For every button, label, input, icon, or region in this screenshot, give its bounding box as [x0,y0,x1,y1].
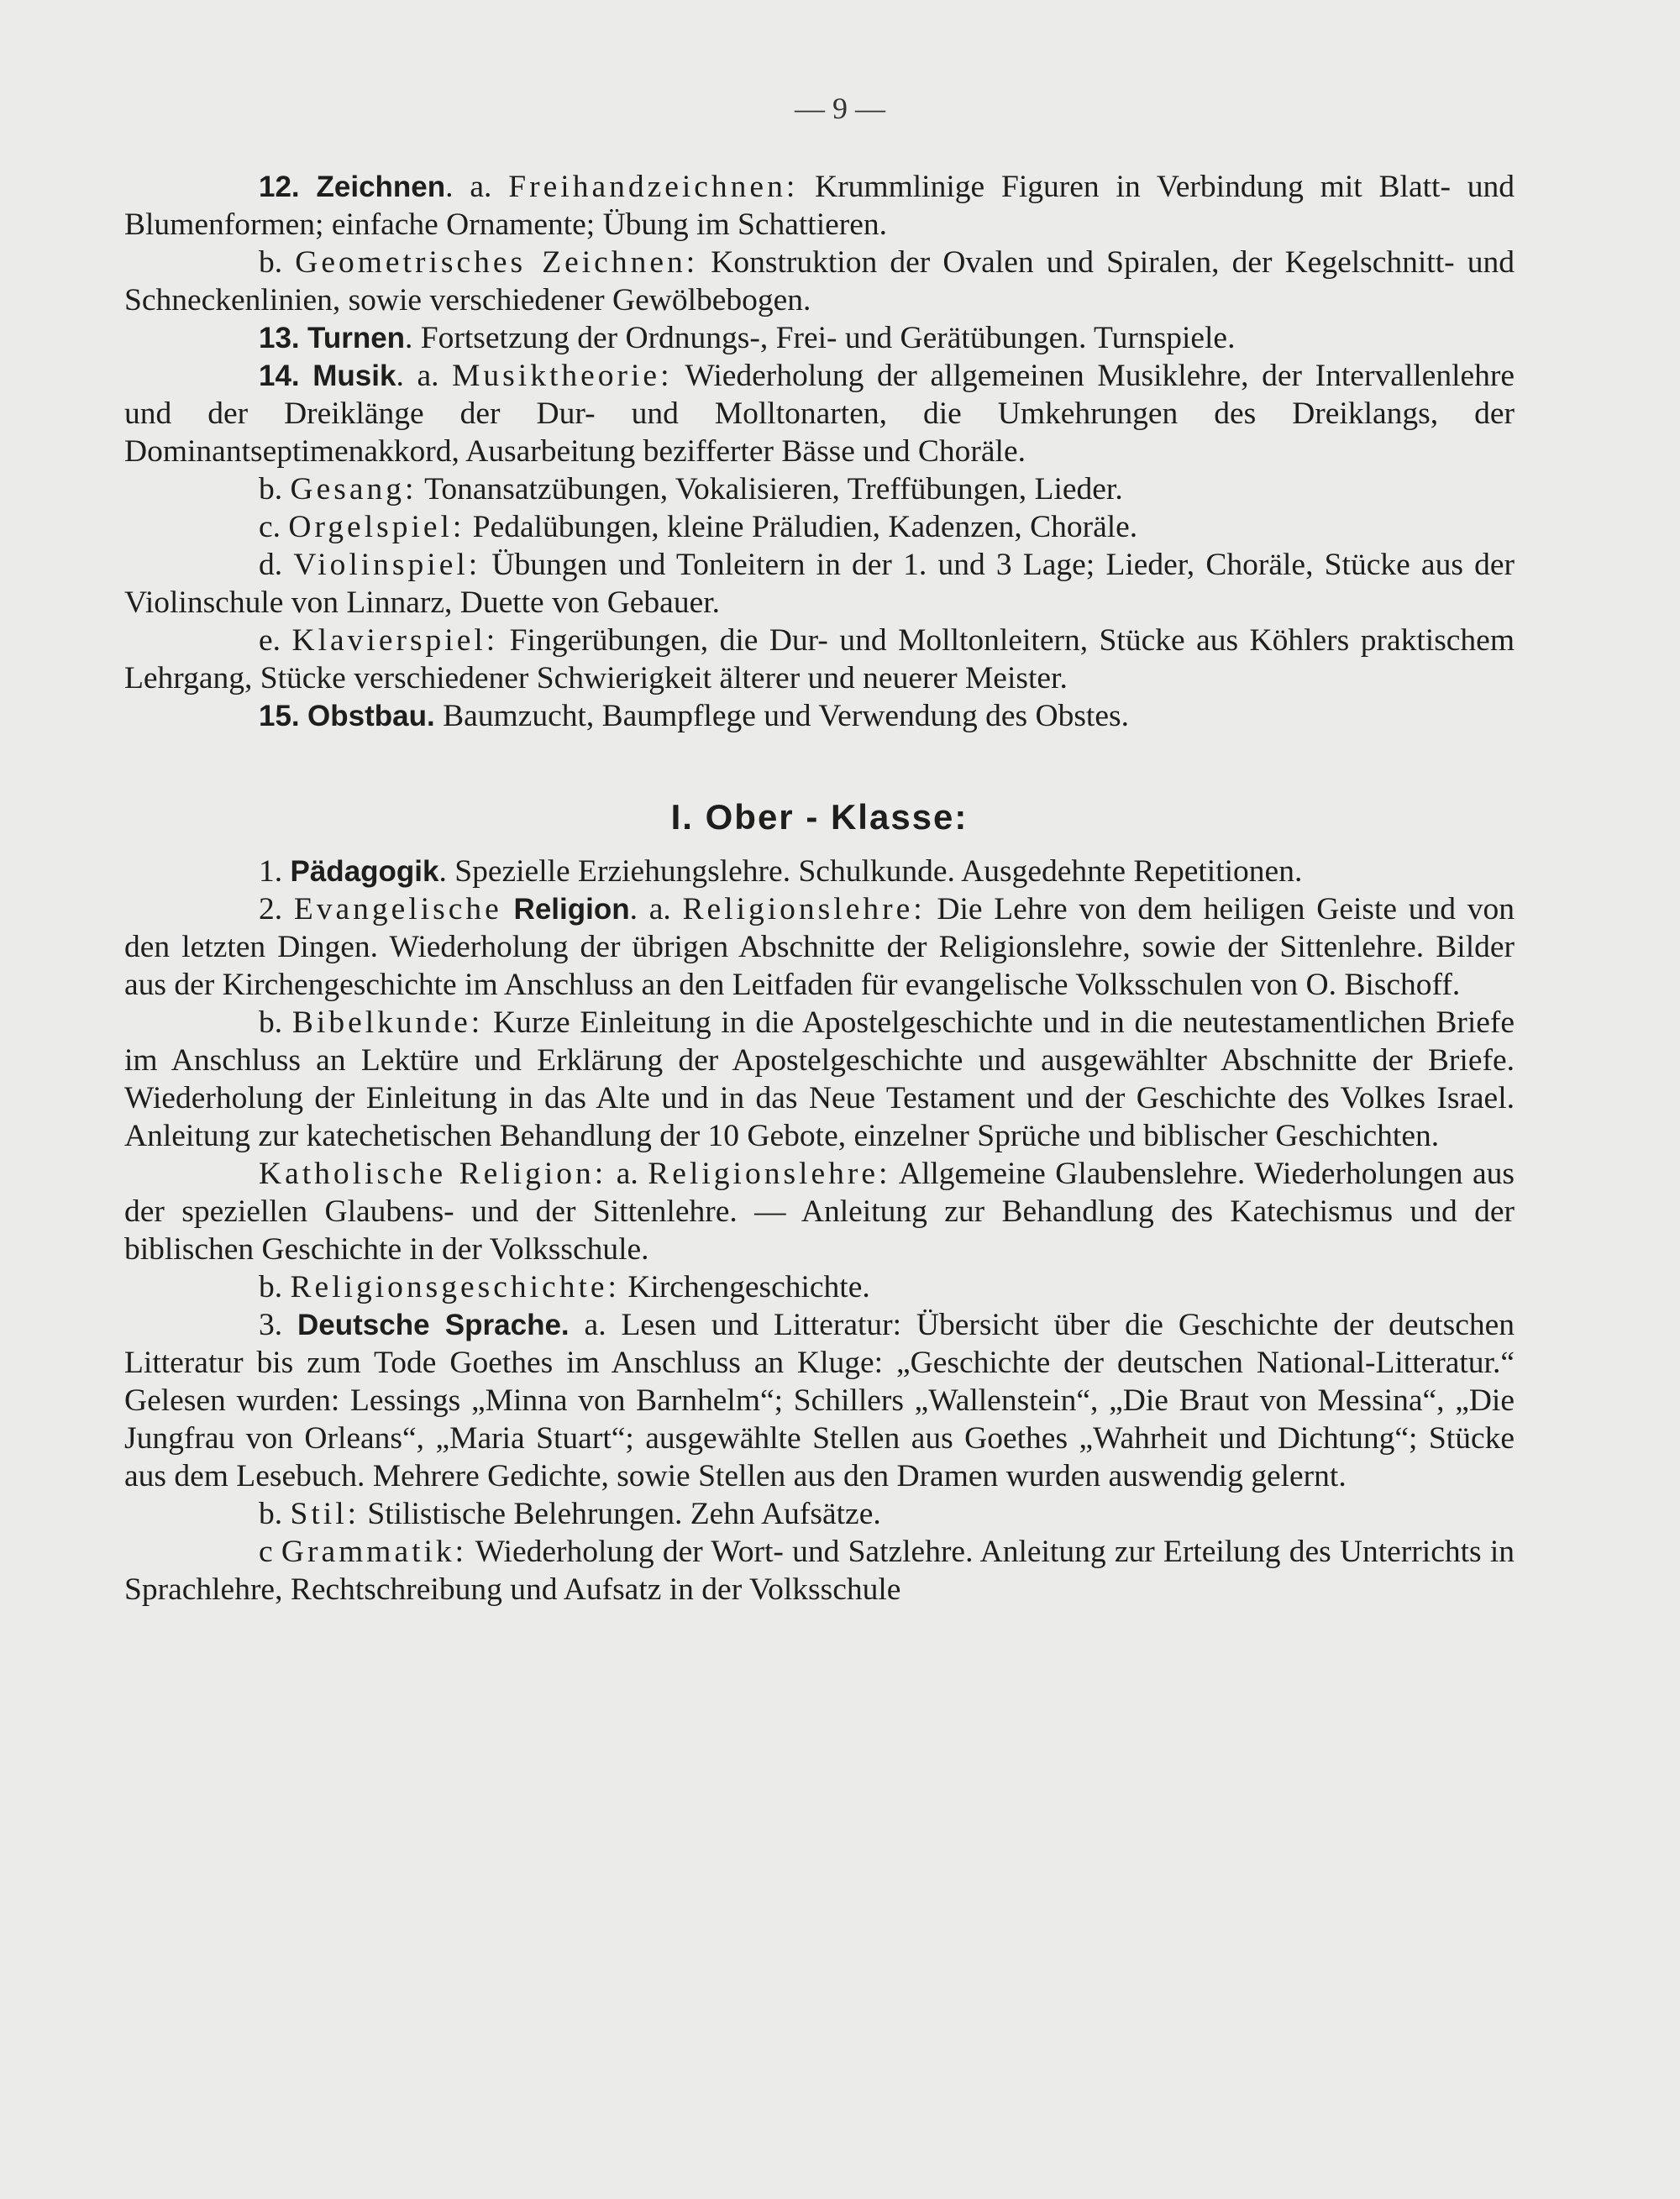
section-paedagogik: 1. Pädagogik. Spezielle Erziehungslehre. Schulkunde. Ausgedehnte Repetitionen. [259,854,1303,889]
section-title: Deutsche Sprache. [297,1309,570,1341]
item-term: Religionsgeschichte: [290,1270,620,1304]
page-number: — 9 — [795,92,885,125]
section-religion-ev-b [124,1004,1515,1155]
section-musik-b [124,470,1515,508]
section-deutsch-a [124,1306,1515,1495]
section-musik-d [124,546,1515,622]
item-text: Tonansatzübungen, Vokalisieren, Treffübungen, Lieder. [424,472,1123,506]
item-label: a. [616,1157,638,1191]
item-text: Wiederholung der Wort- und Satzlehre. Anleitung zur Erteilung des Unterrichts in Sprachlehre, Rechtschreibung und Aufsatz in der Volksschule [124,1535,1515,1607]
section-musik-e [124,622,1515,697]
item-term: Religionslehre: [682,892,926,926]
section-obstbau [124,697,1515,735]
item-label: a. [470,170,492,204]
item-text: Fortsetzung der Ordnungs-, Frei- und Gerätübungen. Turnspiele. [420,321,1236,355]
item-text: Krummlinige Figuren in Verbindung mit Blatt- und Blumenformen; einfache Ornamente; Übung im Schattieren. [124,170,1515,242]
item-term: Klavierspiel: [291,623,499,658]
item-label: a. [417,359,439,393]
item-term: Bibelkunde: [291,1005,484,1040]
item-label: b. [259,245,283,280]
section-title: Musik [312,360,396,392]
item-term: Grammatik: [281,1535,468,1569]
section-title: Zeichnen [316,171,446,203]
item-text: Allgemeine Glaubenslehre. Wiederholungen aus der speziellen Glaubens- und der Sittenlehre. — Anleitung zur Behandlung des Katechismus und der biblischen Geschichte in der Volksschule. [124,1157,1515,1267]
section-title: Pädagogik [290,855,439,888]
item-text: Wiederholung der allgemeinen Musiklehre, der Intervallenlehre und der Dreiklänge der Dur- und Molltonarten, die Umkehrungen des Dreiklangs, der Dominantseptimenakkord, Ausarbeitung bezifferter Bässe und Choräle. [124,359,1515,469]
item-text: Konstruktion der Ovalen und Spiralen, der Kegelschnitt- und Schneckenlinien, sowie verschiedener Gewölbebogen. [124,245,1515,318]
item-term: Religionslehre: [648,1157,891,1191]
item-label: b. [259,1497,283,1531]
item-term: Katholische Religion: [259,1157,607,1191]
section-number: 3. [259,1308,283,1342]
section-title: Turnen [307,322,406,354]
item-label: a. [584,1308,606,1342]
page-body [124,168,1515,1609]
section-turnen: 13. Turnen. Fortsetzung der Ordnungs-, Frei- und Gerätübungen. Turnspiele. [259,321,1236,355]
item-label: c. [259,510,281,544]
item-text: Übungen und Tonleitern in der 1. und 3 Lage; Lieder, Choräle, Stücke aus der Violinschule von Linnarz, Duette von Gebauer. [124,548,1515,620]
item-text: Fingerübungen, die Dur- und Molltonleitern, Stücke aus Köhlers praktischem Lehrgang, Stücke verschiedener Schwierigkeit älterer und neuerer Meister. [124,623,1515,695]
item-term: Evangelische [293,892,502,926]
item-label: e. [259,623,281,658]
section-religion-kath-a [124,1155,1515,1268]
item-text: Baumzucht, Baumpflege und Verwendung des Obstes. [443,699,1129,733]
item-label: c [259,1535,273,1569]
item-term: Geometrisches Zeichnen: [295,245,699,280]
item-term: Freihandzeichnen: [508,170,799,204]
section-number: 14. [259,360,300,392]
section-title: Obstbau. [307,700,435,732]
section-religion-kath-b [124,1268,1515,1306]
section-number: 2. [259,892,283,926]
item-term: Violinspiel: [293,548,481,582]
section-deutsch-b [124,1495,1515,1533]
item-text: Kurze Einleitung in die Apostelgeschichte und in die neutestamentlichen Briefe im Anschluss an Lektüre und Erklärung der Apostelgeschichte und ausgewählter Abschnitte der Briefe. Wiederholung der Einleitung in das Alte und in das Neue Testament und der Geschichte des Volkes Israel. Anleitung zur katechetischen Behandlung der 10 Gebote, einzelner Sprüche und biblischer Geschichten. [124,1005,1515,1153]
section-heading: I. Ober - Klasse: [670,797,969,837]
item-term: Musiktheorie: [452,359,673,393]
item-text: Spezielle Erziehungslehre. Schulkunde. Ausgedehnte Repetitionen. [454,854,1303,889]
section-musik-c [124,508,1515,546]
section-number: 12. [259,171,300,203]
section-religion-ev-a: 2. Evangelische Religion. a. Religionslehre: Die Lehre von dem heiligen Geiste und von den letzten Dingen. Wiederholung der übrigen Abschnitte der Religionslehre, sowie der Sittenlehre. Bilder aus der Kirchengeschichte im Anschluss an den Leitfaden für evangelische Volksschulen von O. Bischoff. [124,892,1515,1002]
item-label: d. [259,548,283,582]
item-term: Gesang: [290,472,417,506]
item-label: b. [259,1270,283,1304]
item-term: Orgelspiel: [288,510,465,544]
item-text: Kirchengeschichte. [627,1270,870,1304]
section-title: Religion [513,893,630,926]
section-number: 1. [259,854,283,889]
item-text: Pedalübungen, kleine Präludien, Kadenzen, Choräle. [472,510,1138,544]
section-musik-a: 14. Musik. a. Musiktheorie: Wiederholung der allgemeinen Musiklehre, der Intervallenlehre und der Dreiklänge der Dur- und Molltonarten, die Umkehrungen des Dreiklangs, der Dominantseptimenakkord, Ausarbeitung bezifferter Bässe und Choräle. [124,359,1515,469]
item-text: Stilistische Belehrungen. Zehn Aufsätze. [367,1497,881,1531]
section-number: 13. [259,322,300,354]
item-label: b. [259,472,283,506]
section-zeichnen-b [124,244,1515,319]
item-label: b. [259,1005,283,1040]
item-text: Die Lehre von dem heiligen Geiste und von den letzten Dingen. Wiederholung der übrigen Abschnitte der Religionslehre, sowie der Sittenlehre. Bilder aus der Kirchengeschichte im Anschluss an den Leitfaden für evangelische Volksschulen von O. Bischoff. [124,892,1515,1002]
item-term: Stil: [290,1497,360,1531]
section-number: 15. [259,700,300,732]
item-text: Lesen und Litteratur: Übersicht über die Geschichte der deutschen Litteratur bis zum Tode Goethes im Anschluss an Kluge: „Geschichte der deutschen National-Litteratur.“ Gelesen wurden: Lessings „Minna von Barnhelm“; Schillers „Wallenstein“, „Die Braut von Messina“, „Die Jungfrau von Orleans“, „Maria Stuart“; ausgewählte Stellen aus Goethes „Wahrheit und Dichtung“; Stücke aus dem Lesebuch. Mehrere Gedichte, sowie Stellen aus den Dramen wurden auswendig gelernt. [124,1308,1515,1493]
section-zeichnen-a: 12. Zeichnen. a. Freihandzeichnen: Krummlinige Figuren in Verbindung mit Blatt- und Blumenformen; einfache Ornamente; Übung im Schattieren. [124,170,1515,242]
item-label: a. [648,892,671,926]
section-deutsch-c [124,1533,1515,1609]
